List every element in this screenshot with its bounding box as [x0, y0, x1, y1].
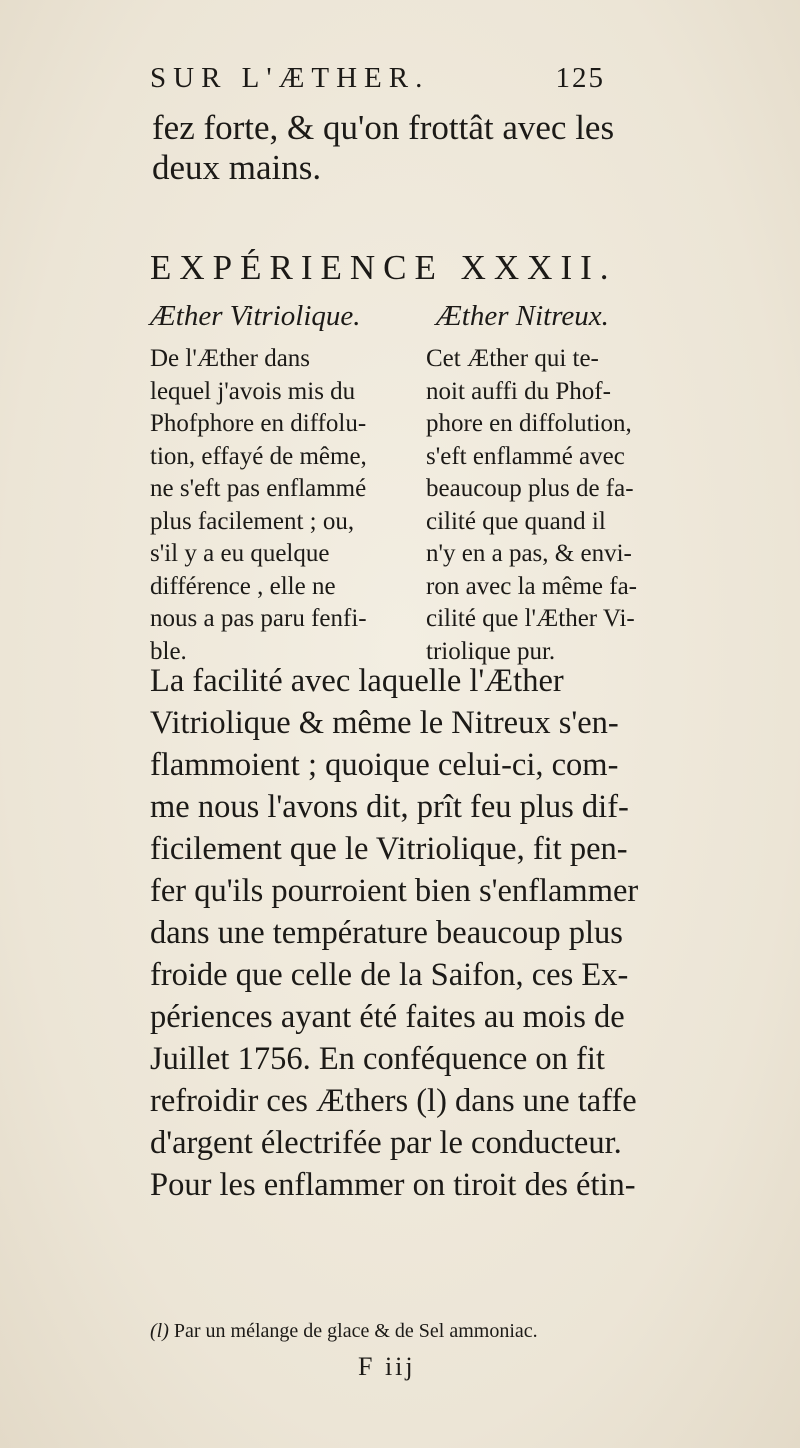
body-line: flammoient ; quoique celui-ci, com-: [150, 747, 619, 783]
body-paragraph: [150, 660, 690, 1206]
running-title: SUR L'ÆTHER.: [150, 62, 430, 94]
right-column-line: triolique pur.: [426, 637, 556, 665]
left-column-line: s'il y a eu quelque: [150, 540, 330, 567]
left-column-line: Phofphore en diffolu-: [150, 410, 367, 437]
right-column-line: phore en diffolution,: [426, 410, 632, 437]
intro-line: fez forte, & qu'on frottât avec les: [152, 108, 615, 147]
footnote: [150, 1320, 538, 1343]
left-column-line: ble.: [150, 637, 187, 665]
body-line: fer qu'ils pourroient bien s'enflammer: [150, 873, 639, 909]
body-line: périences ayant été faites au mois de: [150, 999, 625, 1035]
footnote-mark: (l): [150, 1320, 169, 1342]
left-column-line: nous a pas paru fenfi-: [150, 605, 367, 632]
left-column-line: ne s'eft pas enflammé: [150, 475, 367, 502]
body-line: dans une température beaucoup plus: [150, 915, 623, 951]
left-column: [150, 343, 415, 668]
body-line: ficilement que le Vitriolique, fit pen-: [150, 831, 628, 867]
left-column-line: lequel j'avois mis du: [150, 377, 356, 405]
right-column-line: Cet Æther qui te-: [426, 345, 599, 372]
body-line: La facilité avec laquelle l'Æther: [150, 663, 564, 699]
signature-mark: F iij: [358, 1352, 416, 1381]
right-column-line: cilité que quand il: [426, 507, 606, 535]
body-line: d'argent électrifée par le conducteur.: [150, 1125, 622, 1161]
right-column-line: cilité que l'Æther Vi-: [426, 605, 635, 632]
page-number: 125: [555, 62, 605, 94]
left-column-heading: Æther Vitriolique.: [150, 300, 361, 332]
right-column-line: beaucoup plus de fa-: [426, 475, 634, 502]
body-line: Vitriolique & même le Nitreux s'en-: [150, 705, 619, 741]
right-column-line: noit auffi du Phof-: [426, 377, 611, 405]
body-line: me nous l'avons dit, prît feu plus dif-: [150, 789, 629, 825]
left-column-line: tion, effayé de même,: [150, 442, 367, 470]
right-column-line: s'eft enflammé avec: [426, 442, 625, 470]
right-column: [426, 343, 688, 668]
running-head: [150, 62, 605, 95]
body-line: refroidir ces Æthers (l) dans une taffe: [150, 1083, 637, 1119]
body-line: froide que celle de la Saifon, ces Ex-: [150, 957, 629, 993]
body-line: Pour les enflammer on tiroit des étin-: [150, 1167, 636, 1203]
right-column-line: ron avec la même fa-: [426, 572, 637, 600]
footnote-text: Par un mélange de glace & de Sel ammoniac.: [173, 1320, 538, 1342]
right-column-line: n'y en a pas, & envi-: [426, 540, 632, 567]
left-column-line: De l'Æther dans: [150, 345, 311, 372]
experiment-title: EXPÉRIENCE XXXII.: [150, 248, 617, 287]
left-column-line: plus facilement ; ou,: [150, 507, 355, 535]
right-column-heading: Æther Nitreux.: [436, 300, 609, 332]
body-line: Juillet 1756. En conféquence on fit: [150, 1041, 605, 1077]
intro-line: deux mains.: [152, 148, 322, 187]
left-column-line: différence , elle ne: [150, 572, 336, 600]
